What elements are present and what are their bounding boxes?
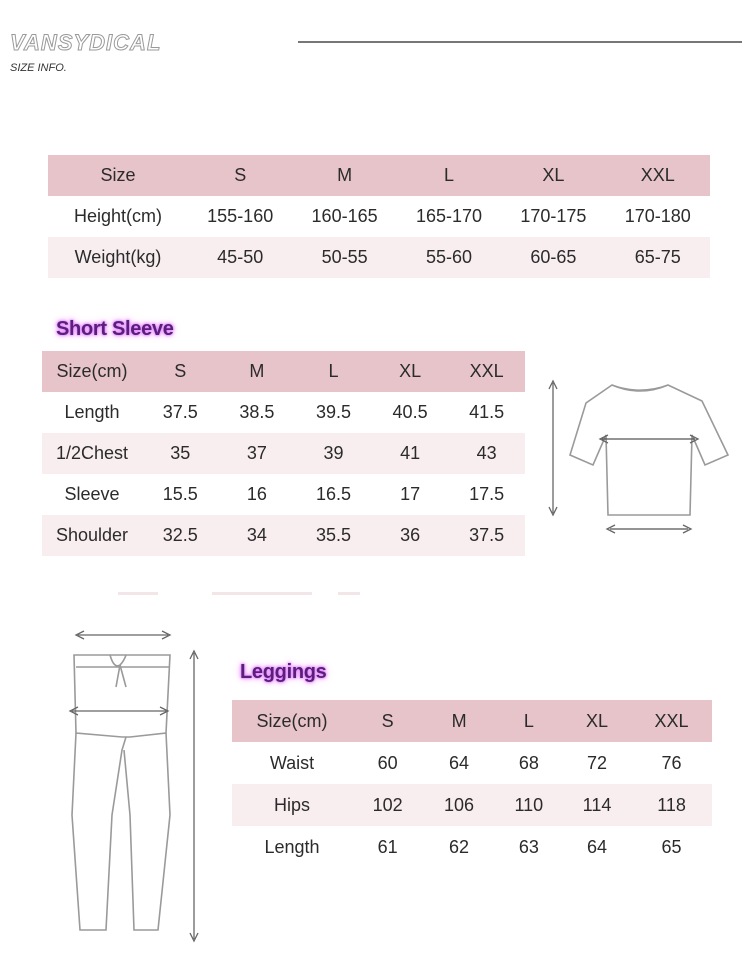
table-cell: 41.5: [448, 392, 525, 433]
table-row: [48, 196, 710, 237]
table-cell: 72: [563, 742, 631, 784]
header-cell: L: [495, 700, 563, 742]
header-cell: XL: [372, 351, 449, 392]
table-cell: 61: [352, 826, 423, 868]
header-cell: XXL: [606, 155, 710, 196]
table-row: [232, 742, 712, 784]
table-cell: 64: [423, 742, 494, 784]
table-cell: 114: [563, 784, 631, 826]
header-divider: [298, 41, 742, 43]
table-cell: 37.5: [142, 392, 219, 433]
header-cell: L: [295, 351, 372, 392]
table-cell: 40.5: [372, 392, 449, 433]
table-cell: 17.5: [448, 474, 525, 515]
divider-fragment: [212, 592, 312, 595]
table-cell: 170-180: [606, 196, 710, 237]
table-cell: 102: [352, 784, 423, 826]
header-cell: S: [142, 351, 219, 392]
table-cell: 36: [372, 515, 449, 556]
table-cell: 65-75: [606, 237, 710, 278]
leggings-title: Leggings: [240, 661, 327, 683]
table-cell: 64: [563, 826, 631, 868]
table-cell: 118: [631, 784, 712, 826]
table-row: [232, 826, 712, 868]
leggings-table: [232, 700, 712, 868]
table-cell: 106: [423, 784, 494, 826]
table-cell: 17: [372, 474, 449, 515]
table-cell: 45-50: [188, 237, 292, 278]
table-cell: 170-175: [501, 196, 605, 237]
row-label: Length: [232, 826, 352, 868]
table-cell: 15.5: [142, 474, 219, 515]
table-cell: 62: [423, 826, 494, 868]
table-row: [42, 392, 525, 433]
short-sleeve-title: Short Sleeve: [56, 318, 174, 340]
row-label: Shoulder: [42, 515, 142, 556]
table-cell: 60-65: [501, 237, 605, 278]
header-cell: XL: [563, 700, 631, 742]
table-cell: 38.5: [219, 392, 296, 433]
row-label: Length: [42, 392, 142, 433]
table-cell: 37: [219, 433, 296, 474]
table-cell: 50-55: [292, 237, 396, 278]
table-cell: 34: [219, 515, 296, 556]
row-label: Height(cm): [48, 196, 188, 237]
table-cell: 43: [448, 433, 525, 474]
header-cell: M: [292, 155, 396, 196]
table-cell: 32.5: [142, 515, 219, 556]
divider-fragment: [118, 592, 158, 595]
header-cell: S: [352, 700, 423, 742]
row-label: Waist: [232, 742, 352, 784]
short-sleeve-table: [42, 351, 525, 556]
table-cell: 160-165: [292, 196, 396, 237]
table-cell: 55-60: [397, 237, 501, 278]
table-cell: 76: [631, 742, 712, 784]
table-cell: 39: [295, 433, 372, 474]
header-cell: XXL: [448, 351, 525, 392]
table-cell: 60: [352, 742, 423, 784]
table-row: [232, 784, 712, 826]
header-cell: S: [188, 155, 292, 196]
table-cell: 155-160: [188, 196, 292, 237]
table-header-row: [42, 351, 525, 392]
table-cell: 37.5: [448, 515, 525, 556]
header-cell: XL: [501, 155, 605, 196]
table-cell: 165-170: [397, 196, 501, 237]
table-row: [42, 474, 525, 515]
table-cell: 35: [142, 433, 219, 474]
table-cell: 16: [219, 474, 296, 515]
header-cell: L: [397, 155, 501, 196]
general-size-table: [48, 155, 710, 278]
table-cell: 41: [372, 433, 449, 474]
header-cell: M: [423, 700, 494, 742]
table-cell: 35.5: [295, 515, 372, 556]
table-cell: 63: [495, 826, 563, 868]
table-header-row: [48, 155, 710, 196]
table-cell: 110: [495, 784, 563, 826]
row-label: Hips: [232, 784, 352, 826]
divider-fragment: [338, 592, 360, 595]
table-cell: 68: [495, 742, 563, 784]
leggings-diagram: [62, 625, 212, 950]
table-cell: 39.5: [295, 392, 372, 433]
row-label: Weight(kg): [48, 237, 188, 278]
row-label: Sleeve: [42, 474, 142, 515]
page-subtitle: SIZE INFO.: [10, 62, 67, 74]
table-cell: 65: [631, 826, 712, 868]
table-row: [42, 433, 525, 474]
header-cell: M: [219, 351, 296, 392]
header-cell: Size(cm): [42, 351, 142, 392]
table-header-row: [232, 700, 712, 742]
table-row: [48, 237, 710, 278]
header-cell: Size(cm): [232, 700, 352, 742]
header-cell: Size: [48, 155, 188, 196]
table-cell: 16.5: [295, 474, 372, 515]
brand-logo: VANSYDICAL: [10, 30, 162, 55]
table-row: [42, 515, 525, 556]
header-cell: XXL: [631, 700, 712, 742]
tshirt-diagram: [540, 375, 740, 540]
row-label: 1/2Chest: [42, 433, 142, 474]
